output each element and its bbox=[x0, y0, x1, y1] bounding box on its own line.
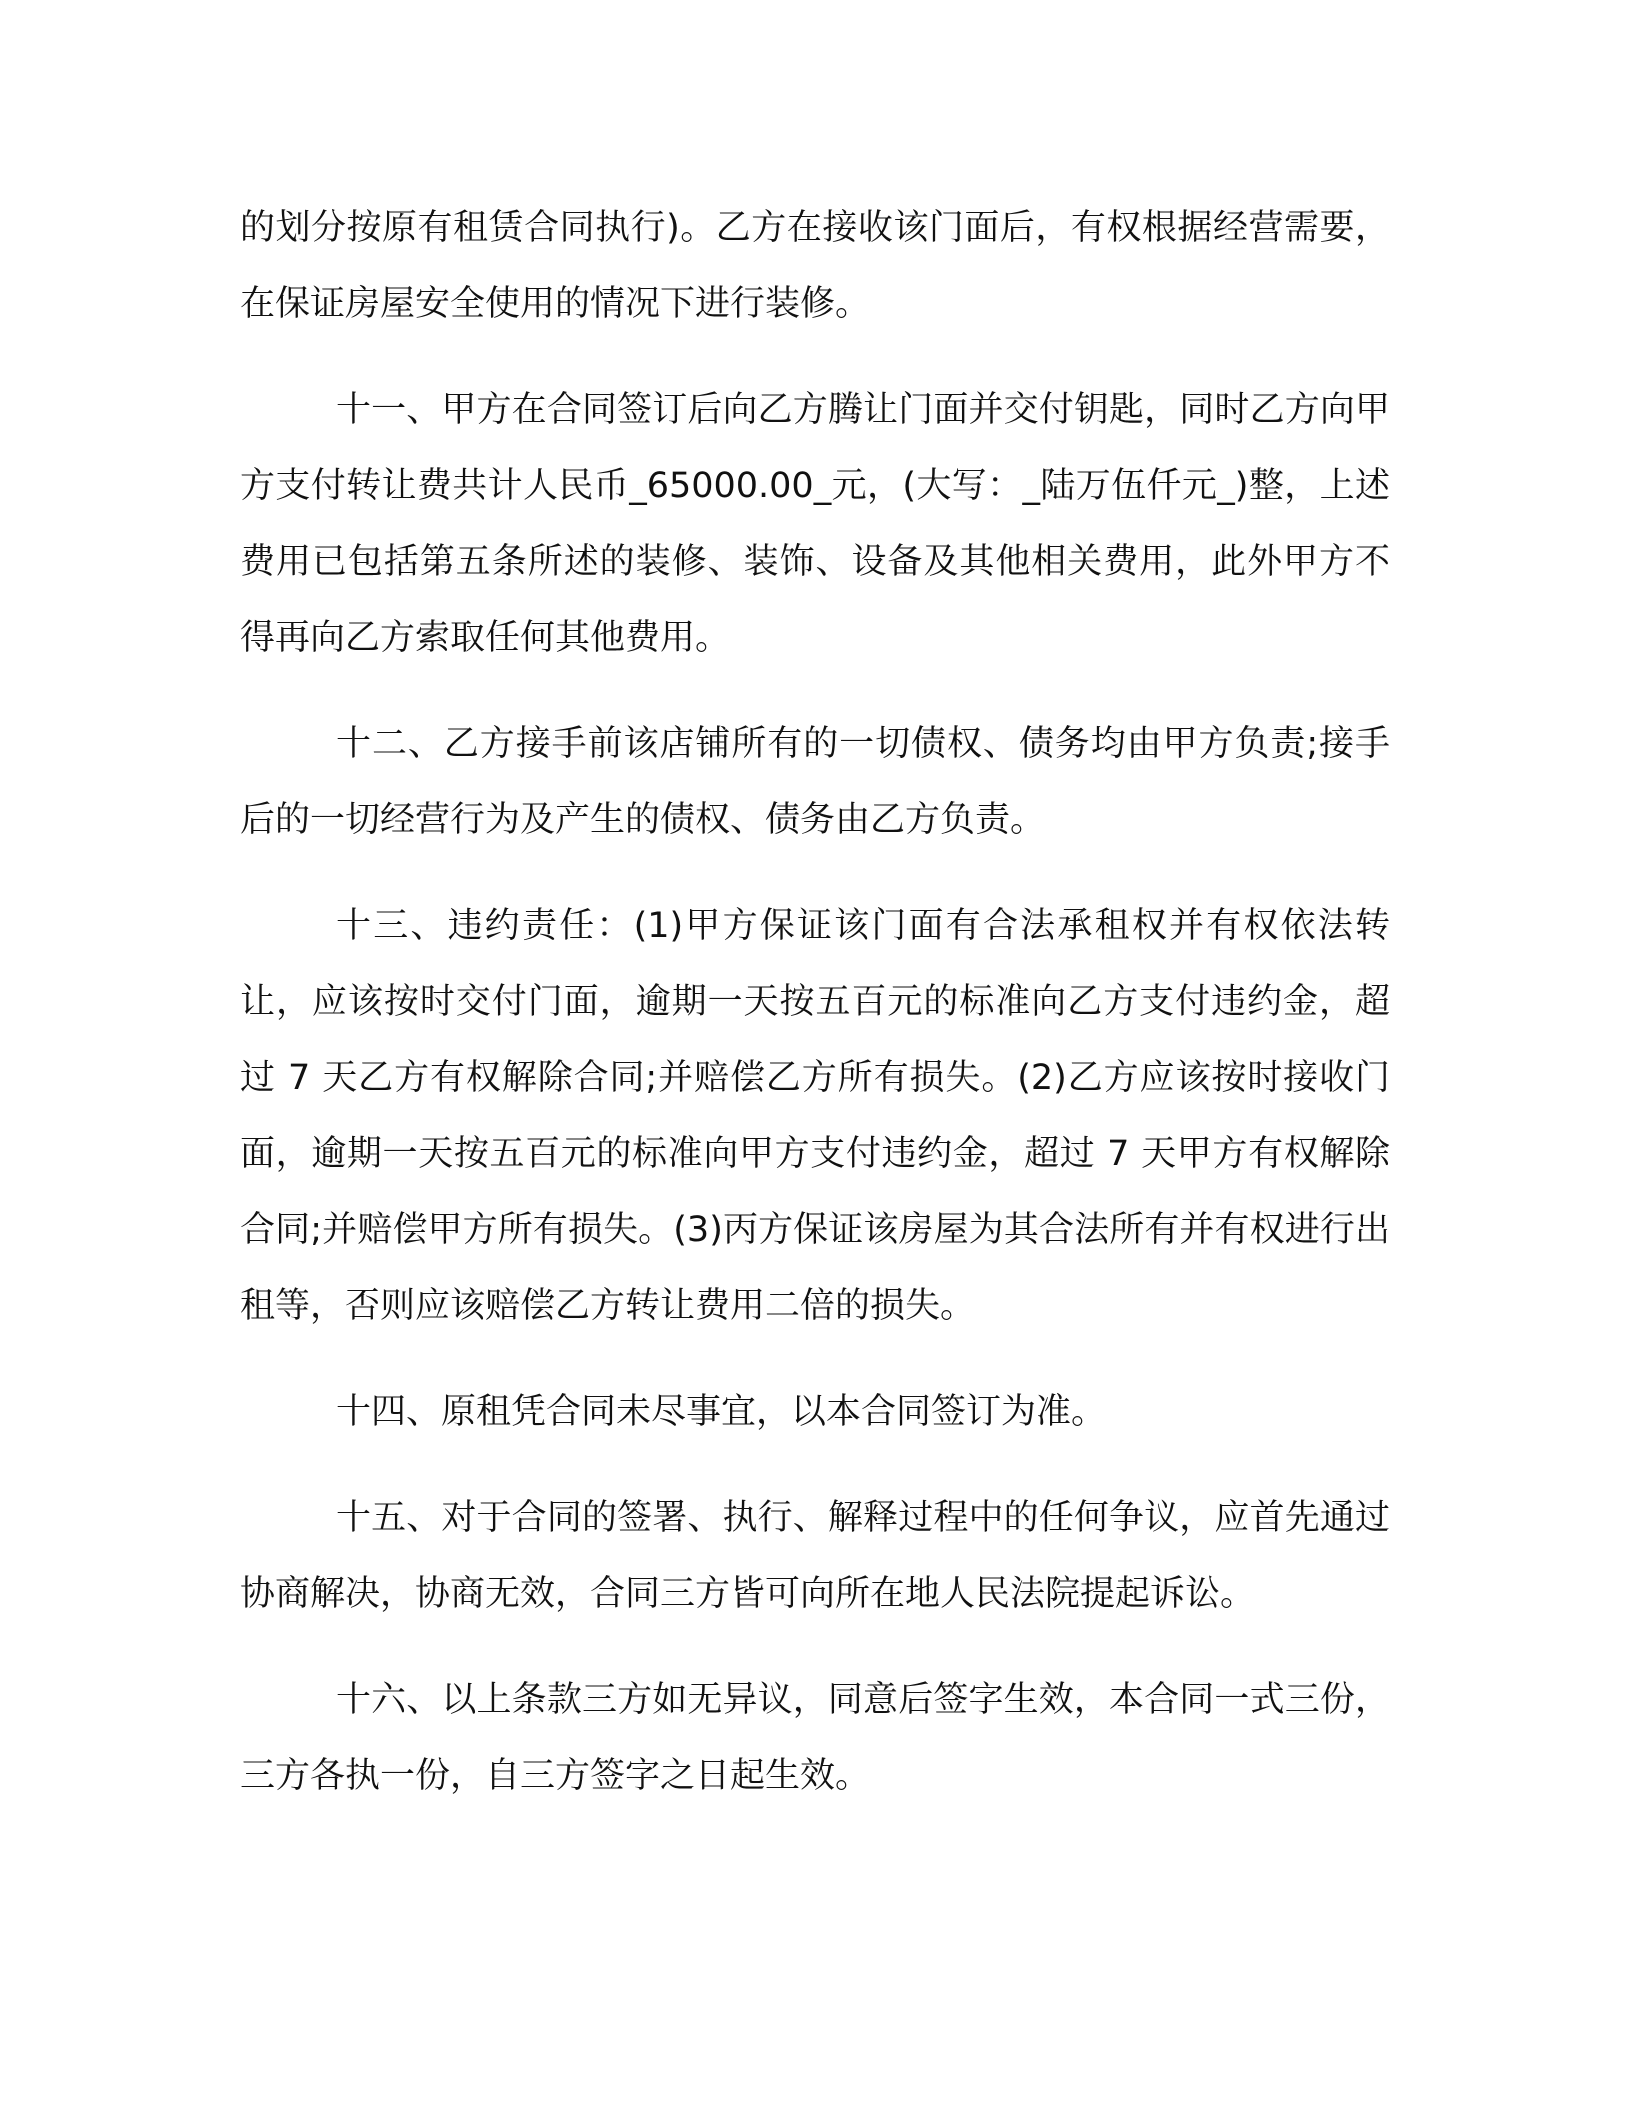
paragraph-clause-16: 十六、以上条款三方如无异议，同意后签字生效，本合同一式三份，三方各执一份，自三方签字之日起生效。 bbox=[240, 1680, 1390, 1796]
paragraph-clause-12: 十二、乙方接手前该店铺所有的一切债权、债务均由甲方负责;接手后的一切经营行为及产生的债权、债务由乙方负责。 bbox=[240, 724, 1390, 840]
paragraph-clause-11: 十一、甲方在合同签订后向乙方腾让门面并交付钥匙，同时乙方向甲方支付转让费共计人民币_65000.00_元，(大写：_陆万伍仟元_)整，上述费用已包括第五条所述的装修、装饰、设备及其他相关费用，此外甲方不得再向乙方索取任何其他费用。 bbox=[240, 390, 1390, 658]
contract-page bbox=[240, 190, 1390, 1844]
paragraph-clause-14: 十四、原租凭合同未尽事宜，以本合同签订为准。 bbox=[336, 1392, 1107, 1432]
paragraph-clause-15: 十五、对于合同的签署、执行、解释过程中的任何争议，应首先通过协商解决，协商无效，合同三方皆可向所在地人民法院提起诉讼。 bbox=[240, 1498, 1390, 1614]
paragraph-continuation: 的划分按原有租赁合同执行)。乙方在接收该门面后，有权根据经营需要，在保证房屋安全使用的情况下进行装修。 bbox=[240, 208, 1390, 324]
paragraph-clause-13: 十三、违约责任：(1)甲方保证该门面有合法承租权并有权依法转让，应该按时交付门面，逾期一天按五百元的标准向乙方支付违约金，超过 7 天乙方有权解除合同;并赔偿乙方所有损失。(2)乙方应该按时接收门面，逾期一天按五百元的标准向甲方支付违约金，超过 7 天甲方有权解除合同;并赔偿甲方所有损失。(3)丙方保证该房屋为其合法所有并有权进行出租等，否则应该赔偿乙方转让费用二倍的损失。 bbox=[240, 906, 1390, 1326]
